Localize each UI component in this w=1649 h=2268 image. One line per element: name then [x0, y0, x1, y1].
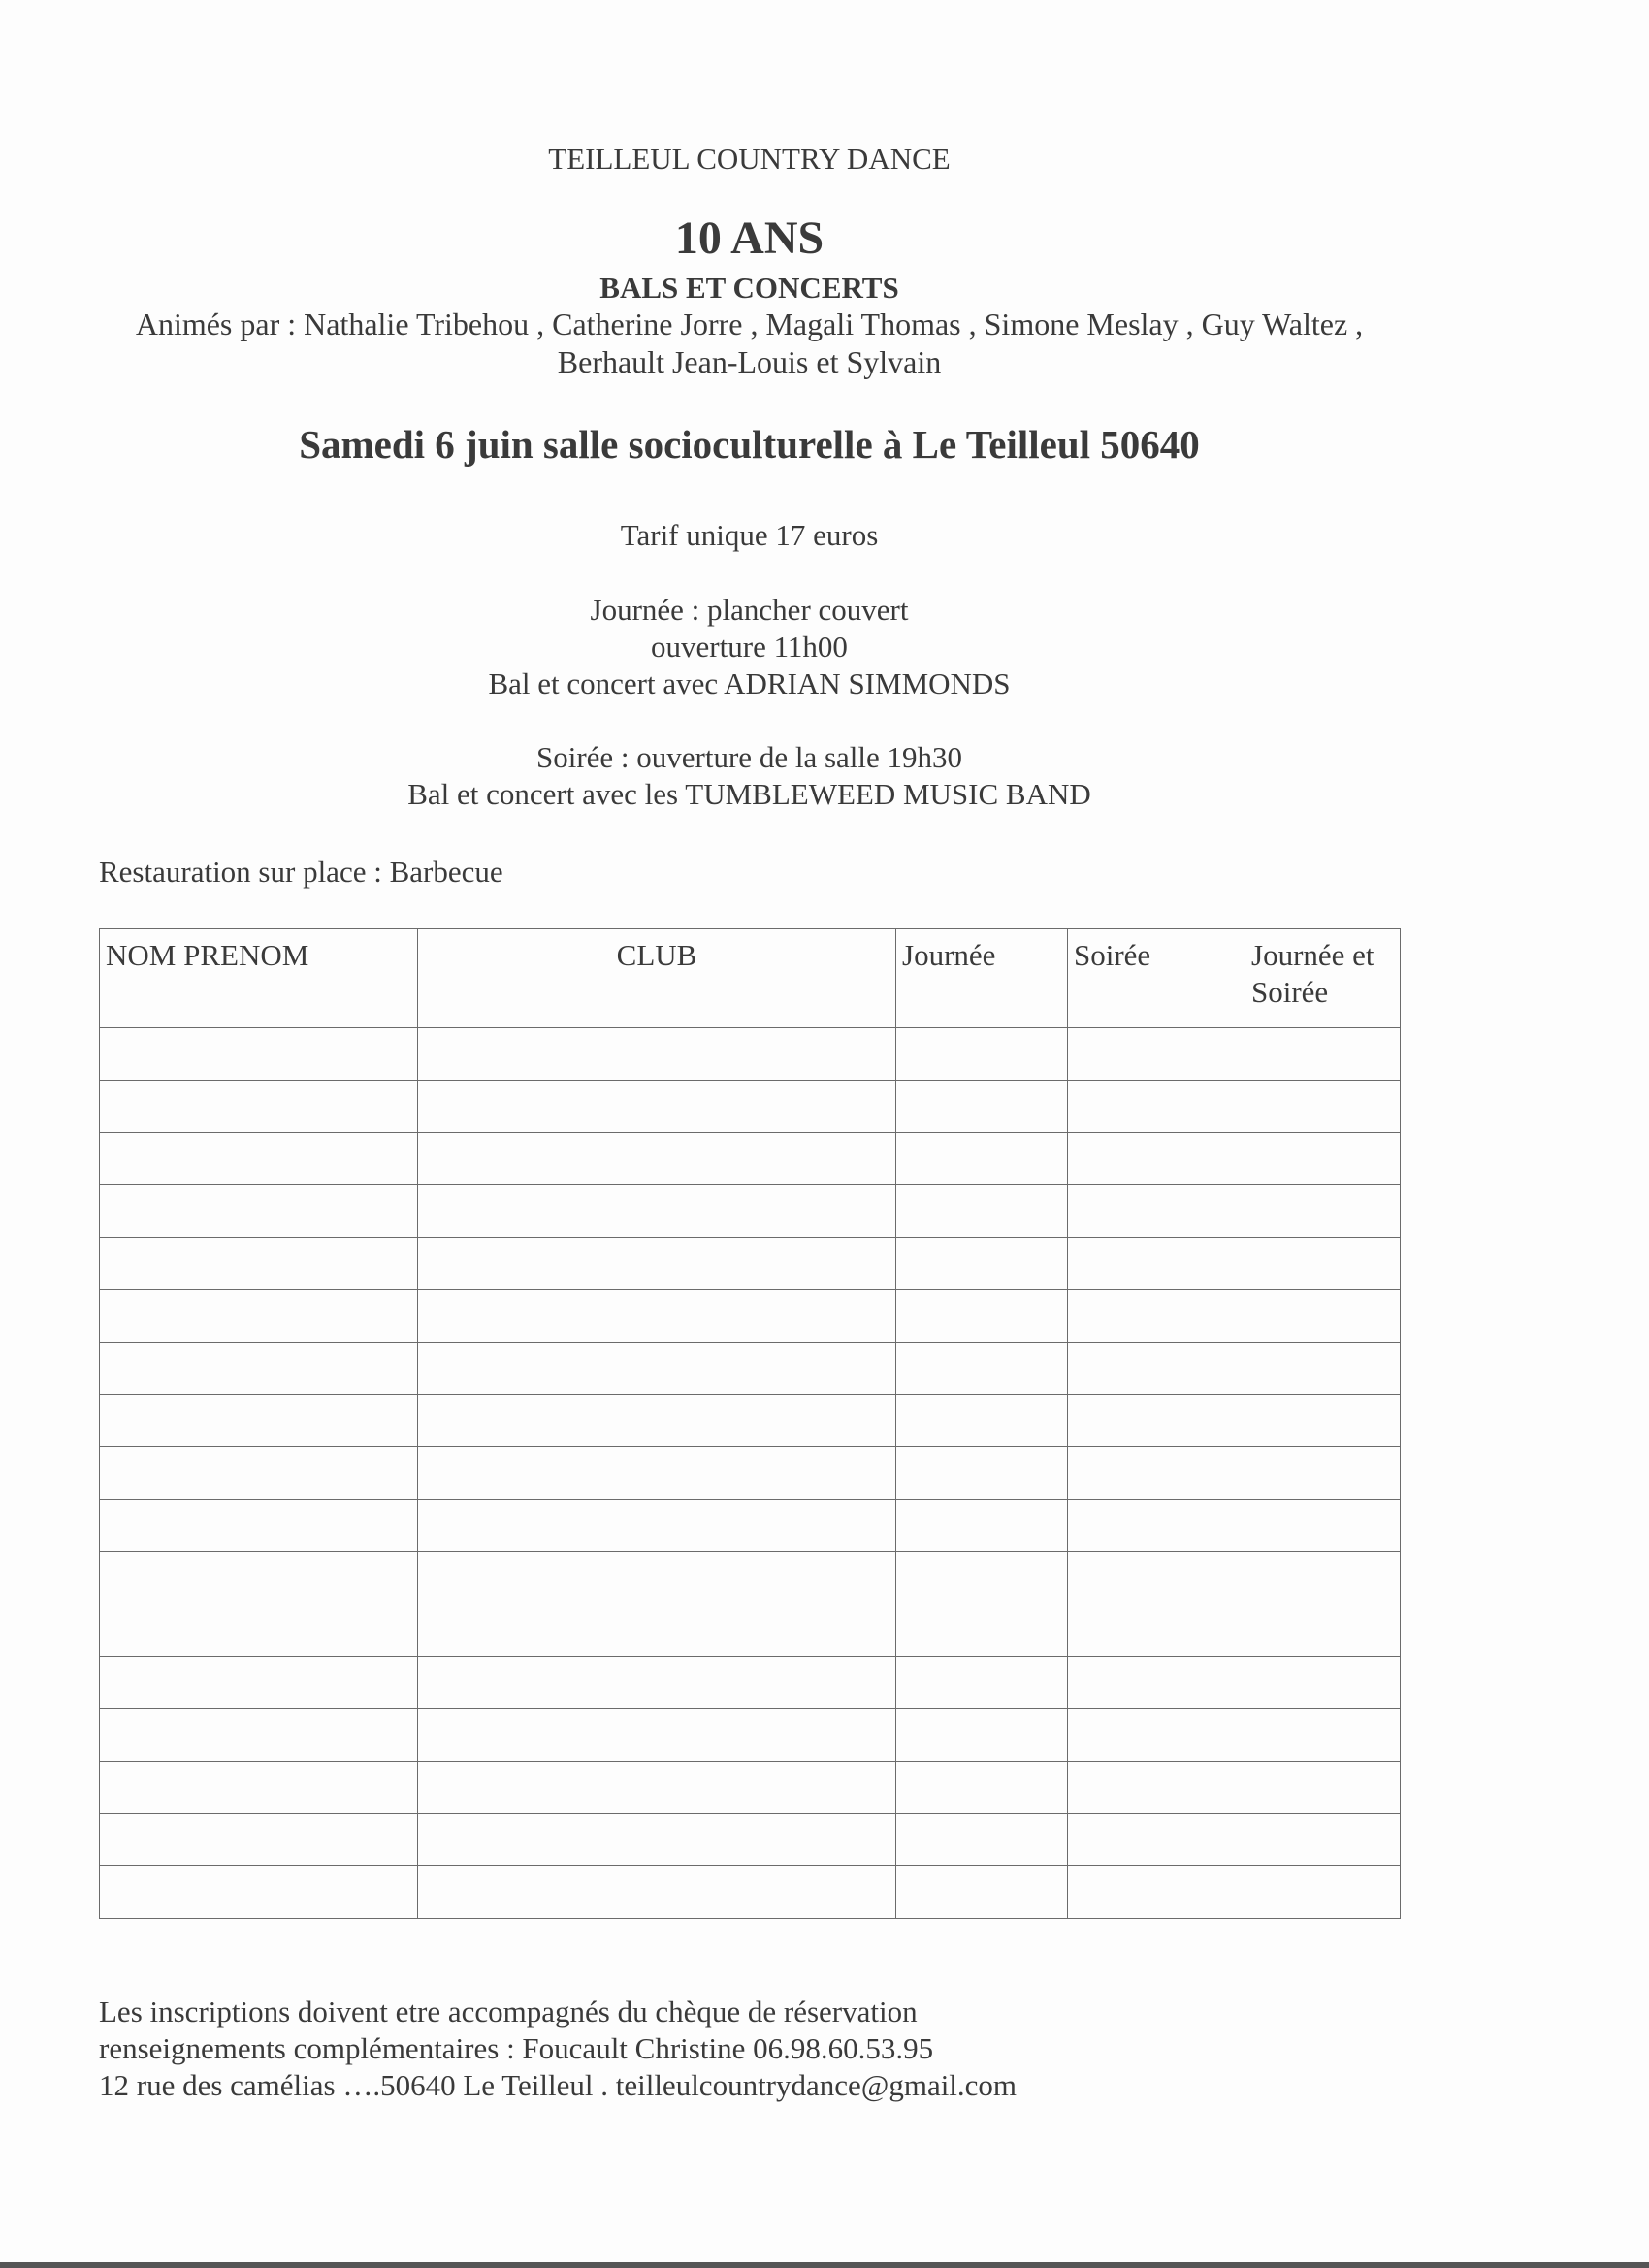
name-cell[interactable]	[100, 1028, 418, 1081]
table-row	[100, 1028, 1401, 1081]
name-cell[interactable]	[100, 1814, 418, 1866]
day-and-evening-cell[interactable]	[1245, 1133, 1401, 1185]
club-cell[interactable]	[418, 1133, 896, 1185]
day-and-evening-cell[interactable]	[1245, 1814, 1401, 1866]
animators-line-1: Animés par : Nathalie Tribehou , Catherine Jorre , Magali Thomas , Simone Meslay , Guy Waltez ,	[135, 307, 1364, 341]
club-cell[interactable]	[418, 1709, 896, 1762]
name-cell[interactable]	[100, 1552, 418, 1604]
name-cell[interactable]	[100, 1133, 418, 1185]
day-cell[interactable]	[896, 1028, 1068, 1081]
club-cell[interactable]	[418, 1343, 896, 1395]
table-row	[100, 1604, 1401, 1657]
evening-cell[interactable]	[1068, 1081, 1245, 1133]
table-row	[100, 1866, 1401, 1919]
registration-table	[99, 928, 1401, 1919]
evening-cell[interactable]	[1068, 1604, 1245, 1657]
table-row	[100, 1395, 1401, 1447]
table-row	[100, 1500, 1401, 1552]
evening-cell[interactable]	[1068, 1866, 1245, 1919]
day-cell[interactable]	[896, 1081, 1068, 1133]
day-cell[interactable]	[896, 1657, 1068, 1709]
evening-info-line-1: Soirée : ouverture de la salle 19h30	[535, 740, 963, 774]
day-cell[interactable]	[896, 1395, 1068, 1447]
table-row	[100, 1552, 1401, 1604]
table-row	[100, 1762, 1401, 1814]
club-cell[interactable]	[418, 1500, 896, 1552]
organization-name: TEILLEUL COUNTRY DANCE	[548, 142, 951, 176]
day-and-evening-cell[interactable]	[1245, 1290, 1401, 1343]
evening-cell[interactable]	[1068, 1238, 1245, 1290]
evening-cell[interactable]	[1068, 1657, 1245, 1709]
evening-cell[interactable]	[1068, 1133, 1245, 1185]
evening-cell[interactable]	[1068, 1500, 1245, 1552]
column-header-name: NOM PRENOM	[100, 929, 418, 1028]
table-row	[100, 1185, 1401, 1238]
day-cell[interactable]	[896, 1500, 1068, 1552]
table-row	[100, 1081, 1401, 1133]
day-and-evening-cell[interactable]	[1245, 1238, 1401, 1290]
table-row	[100, 1814, 1401, 1866]
evening-cell[interactable]	[1068, 1552, 1245, 1604]
table-row	[100, 1447, 1401, 1500]
day-and-evening-cell[interactable]	[1245, 1657, 1401, 1709]
name-cell[interactable]	[100, 1081, 418, 1133]
day-and-evening-cell[interactable]	[1245, 1395, 1401, 1447]
day-and-evening-cell[interactable]	[1245, 1762, 1401, 1814]
day-cell[interactable]	[896, 1604, 1068, 1657]
day-cell[interactable]	[896, 1709, 1068, 1762]
day-and-evening-cell[interactable]	[1245, 1552, 1401, 1604]
name-cell[interactable]	[100, 1500, 418, 1552]
day-info-line-2: ouverture 11h00	[651, 630, 848, 664]
club-cell[interactable]	[418, 1866, 896, 1919]
club-cell[interactable]	[418, 1604, 896, 1657]
event-price: Tarif unique 17 euros	[620, 518, 879, 552]
footer-address: 12 rue des camélias ….50640 Le Teilleul . teilleulcountrydance@gmail.com	[99, 2068, 1018, 2102]
club-cell[interactable]	[418, 1290, 896, 1343]
day-cell[interactable]	[896, 1238, 1068, 1290]
club-cell[interactable]	[418, 1185, 896, 1238]
animators-line-2: Berhault Jean-Louis et Sylvain	[557, 344, 942, 379]
evening-cell[interactable]	[1068, 1395, 1245, 1447]
club-cell[interactable]	[418, 1395, 896, 1447]
day-info-line-1: Journée : plancher couvert	[590, 593, 909, 627]
day-and-evening-cell[interactable]	[1245, 1081, 1401, 1133]
table-header-row	[100, 929, 1401, 1028]
club-cell[interactable]	[418, 1081, 896, 1133]
club-cell[interactable]	[418, 1447, 896, 1500]
club-cell[interactable]	[418, 1238, 896, 1290]
day-and-evening-cell[interactable]	[1245, 1185, 1401, 1238]
table-row	[100, 1290, 1401, 1343]
day-and-evening-cell[interactable]	[1245, 1343, 1401, 1395]
name-cell[interactable]	[100, 1447, 418, 1500]
club-cell[interactable]	[418, 1028, 896, 1081]
day-cell[interactable]	[896, 1866, 1068, 1919]
club-cell[interactable]	[418, 1762, 896, 1814]
anniversary-title: 10 ANS	[674, 212, 824, 264]
name-cell[interactable]	[100, 1395, 418, 1447]
day-and-evening-cell[interactable]	[1245, 1709, 1401, 1762]
evening-cell[interactable]	[1068, 1343, 1245, 1395]
name-cell[interactable]	[100, 1290, 418, 1343]
day-cell[interactable]	[896, 1447, 1068, 1500]
name-cell[interactable]	[100, 1657, 418, 1709]
day-info-line-3: Bal et concert avec ADRIAN SIMMONDS	[488, 666, 1011, 700]
evening-cell[interactable]	[1068, 1028, 1245, 1081]
evening-cell[interactable]	[1068, 1762, 1245, 1814]
day-and-evening-cell[interactable]	[1245, 1447, 1401, 1500]
day-cell[interactable]	[896, 1133, 1068, 1185]
club-cell[interactable]	[418, 1552, 896, 1604]
day-cell[interactable]	[896, 1762, 1068, 1814]
footer-contact: renseignements complémentaires : Foucault Christine 06.98.60.53.95	[99, 2031, 934, 2065]
catering-info: Restauration sur place : Barbecue	[99, 855, 503, 889]
table-row	[100, 1133, 1401, 1185]
day-cell[interactable]	[896, 1552, 1068, 1604]
table-row	[100, 1657, 1401, 1709]
evening-cell[interactable]	[1068, 1447, 1245, 1500]
day-cell[interactable]	[896, 1343, 1068, 1395]
name-cell[interactable]	[100, 1709, 418, 1762]
scan-edge-line	[0, 2262, 1649, 2268]
table-row	[100, 1709, 1401, 1762]
day-and-evening-cell[interactable]	[1245, 1028, 1401, 1081]
table-row	[100, 1343, 1401, 1395]
name-cell[interactable]	[100, 1604, 418, 1657]
footer-line-1: Les inscriptions doivent etre accompagnés du chèque de réservation	[99, 1994, 918, 2028]
evening-cell[interactable]	[1068, 1290, 1245, 1343]
registration-table-body	[100, 1028, 1401, 1919]
day-and-evening-cell[interactable]	[1245, 1866, 1401, 1919]
name-cell[interactable]	[100, 1866, 418, 1919]
day-and-evening-cell[interactable]	[1245, 1604, 1401, 1657]
club-cell[interactable]	[418, 1814, 896, 1866]
evening-cell[interactable]	[1068, 1709, 1245, 1762]
evening-cell[interactable]	[1068, 1185, 1245, 1238]
name-cell[interactable]	[100, 1185, 418, 1238]
club-cell[interactable]	[418, 1657, 896, 1709]
name-cell[interactable]	[100, 1343, 418, 1395]
evening-cell[interactable]	[1068, 1814, 1245, 1866]
table-row	[100, 1238, 1401, 1290]
day-cell[interactable]	[896, 1290, 1068, 1343]
event-subtitle: BALS ET CONCERTS	[599, 271, 899, 305]
column-header-club: CLUB	[418, 929, 896, 1028]
day-cell[interactable]	[896, 1814, 1068, 1866]
name-cell[interactable]	[100, 1238, 418, 1290]
event-date-location: Samedi 6 juin salle socioculturelle à Le Teilleul 50640	[299, 422, 1200, 467]
column-header-day-and-evening: Journée et Soirée	[1245, 929, 1401, 1028]
column-header-evening: Soirée	[1068, 929, 1245, 1028]
day-and-evening-cell[interactable]	[1245, 1500, 1401, 1552]
evening-info-line-2: Bal et concert avec les TUMBLEWEED MUSIC BAND	[407, 777, 1091, 811]
name-cell[interactable]	[100, 1762, 418, 1814]
day-cell[interactable]	[896, 1185, 1068, 1238]
column-header-day: Journée	[896, 929, 1068, 1028]
